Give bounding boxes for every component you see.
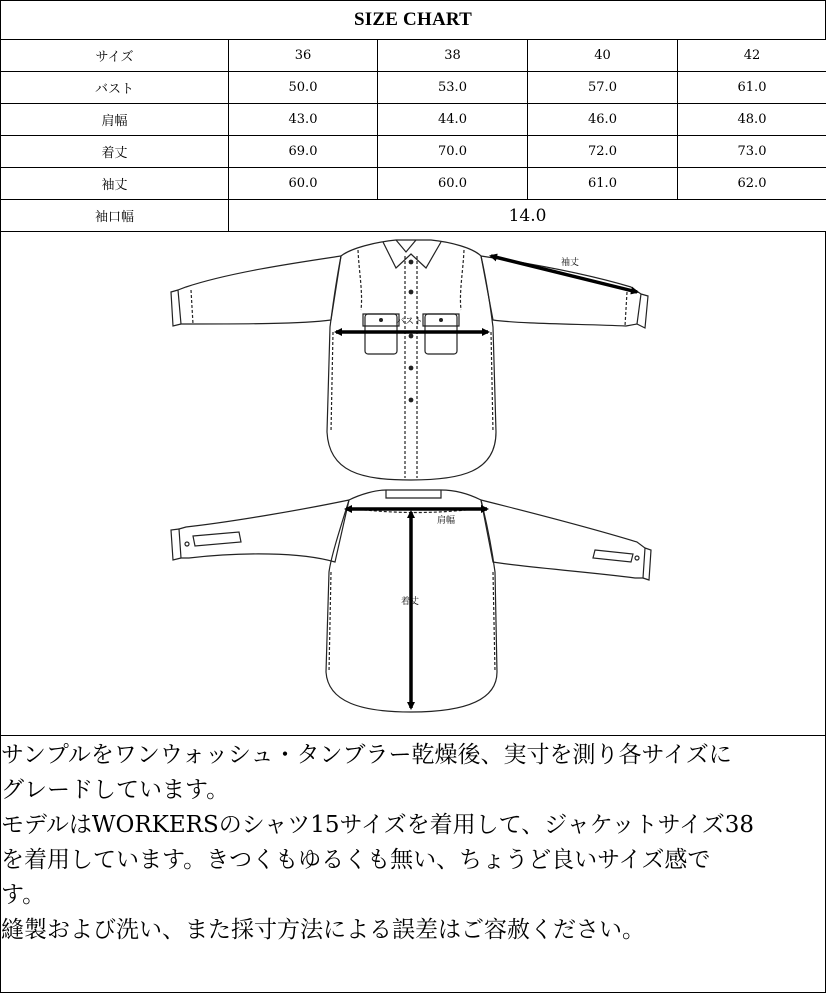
table-header-row <box>1 40 826 72</box>
row-label: 袖丈 <box>1 168 229 200</box>
table-header-cell: 36 <box>229 40 378 72</box>
note-line: モデルはWORKERSのシャツ15サイズを着用して、ジャケットサイズ38 <box>1 812 755 838</box>
size-table <box>0 39 826 232</box>
shoulder-label: 肩幅 <box>437 516 456 526</box>
row-label: 着丈 <box>1 136 229 168</box>
length-label: 着丈 <box>401 597 420 607</box>
table-row <box>1 72 826 104</box>
table-cell: 73.0 <box>678 136 826 168</box>
bust-label: バスト <box>396 317 424 327</box>
table-cell: 70.0 <box>378 136 528 168</box>
shirt-illustration <box>1 232 825 735</box>
row-label: 袖口幅 <box>1 200 229 232</box>
table-cell: 61.0 <box>678 72 826 104</box>
table-cell: 72.0 <box>528 136 678 168</box>
table-header-cell: 38 <box>378 40 528 72</box>
table-cell: 46.0 <box>528 104 678 136</box>
table-cell: 62.0 <box>678 168 826 200</box>
shirt-diagram <box>0 232 826 735</box>
table-cell: 50.0 <box>229 72 378 104</box>
page-title: SIZE CHART <box>353 9 472 30</box>
table-cell: 61.0 <box>528 168 678 200</box>
notes-section <box>0 735 826 993</box>
table-row <box>1 136 826 168</box>
table-cell: 48.0 <box>678 104 826 136</box>
title-row <box>0 0 826 39</box>
table-cell: 44.0 <box>378 104 528 136</box>
table-header-cell: 42 <box>678 40 826 72</box>
note-line: す。 <box>1 882 46 908</box>
note-line: を着用しています。きつくもゆるくも無い、ちょうど良いサイズ感で <box>1 847 711 873</box>
table-cell: 57.0 <box>528 72 678 104</box>
table-row <box>1 168 826 200</box>
table-cell: 43.0 <box>229 104 378 136</box>
cuff-value: 14.0 <box>229 200 826 232</box>
table-header-cell: サイズ <box>1 40 229 72</box>
sleeve-label: 袖丈 <box>561 258 580 268</box>
table-row-cuff <box>1 200 826 232</box>
note-line: サンプルをワンウォッシュ・タンブラー乾燥後、実寸を測り各サイズに <box>1 742 732 768</box>
table-header-cell: 40 <box>528 40 678 72</box>
note-line: 縫製および洗い、また採寸方法による誤差はご容赦ください。 <box>1 917 645 943</box>
table-cell: 60.0 <box>229 168 378 200</box>
table-cell: 53.0 <box>378 72 528 104</box>
table-row <box>1 104 826 136</box>
note-line: グレードしています。 <box>1 777 230 803</box>
row-label: 肩幅 <box>1 104 229 136</box>
row-label: バスト <box>1 72 229 104</box>
table-cell: 60.0 <box>378 168 528 200</box>
table-cell: 69.0 <box>229 136 378 168</box>
